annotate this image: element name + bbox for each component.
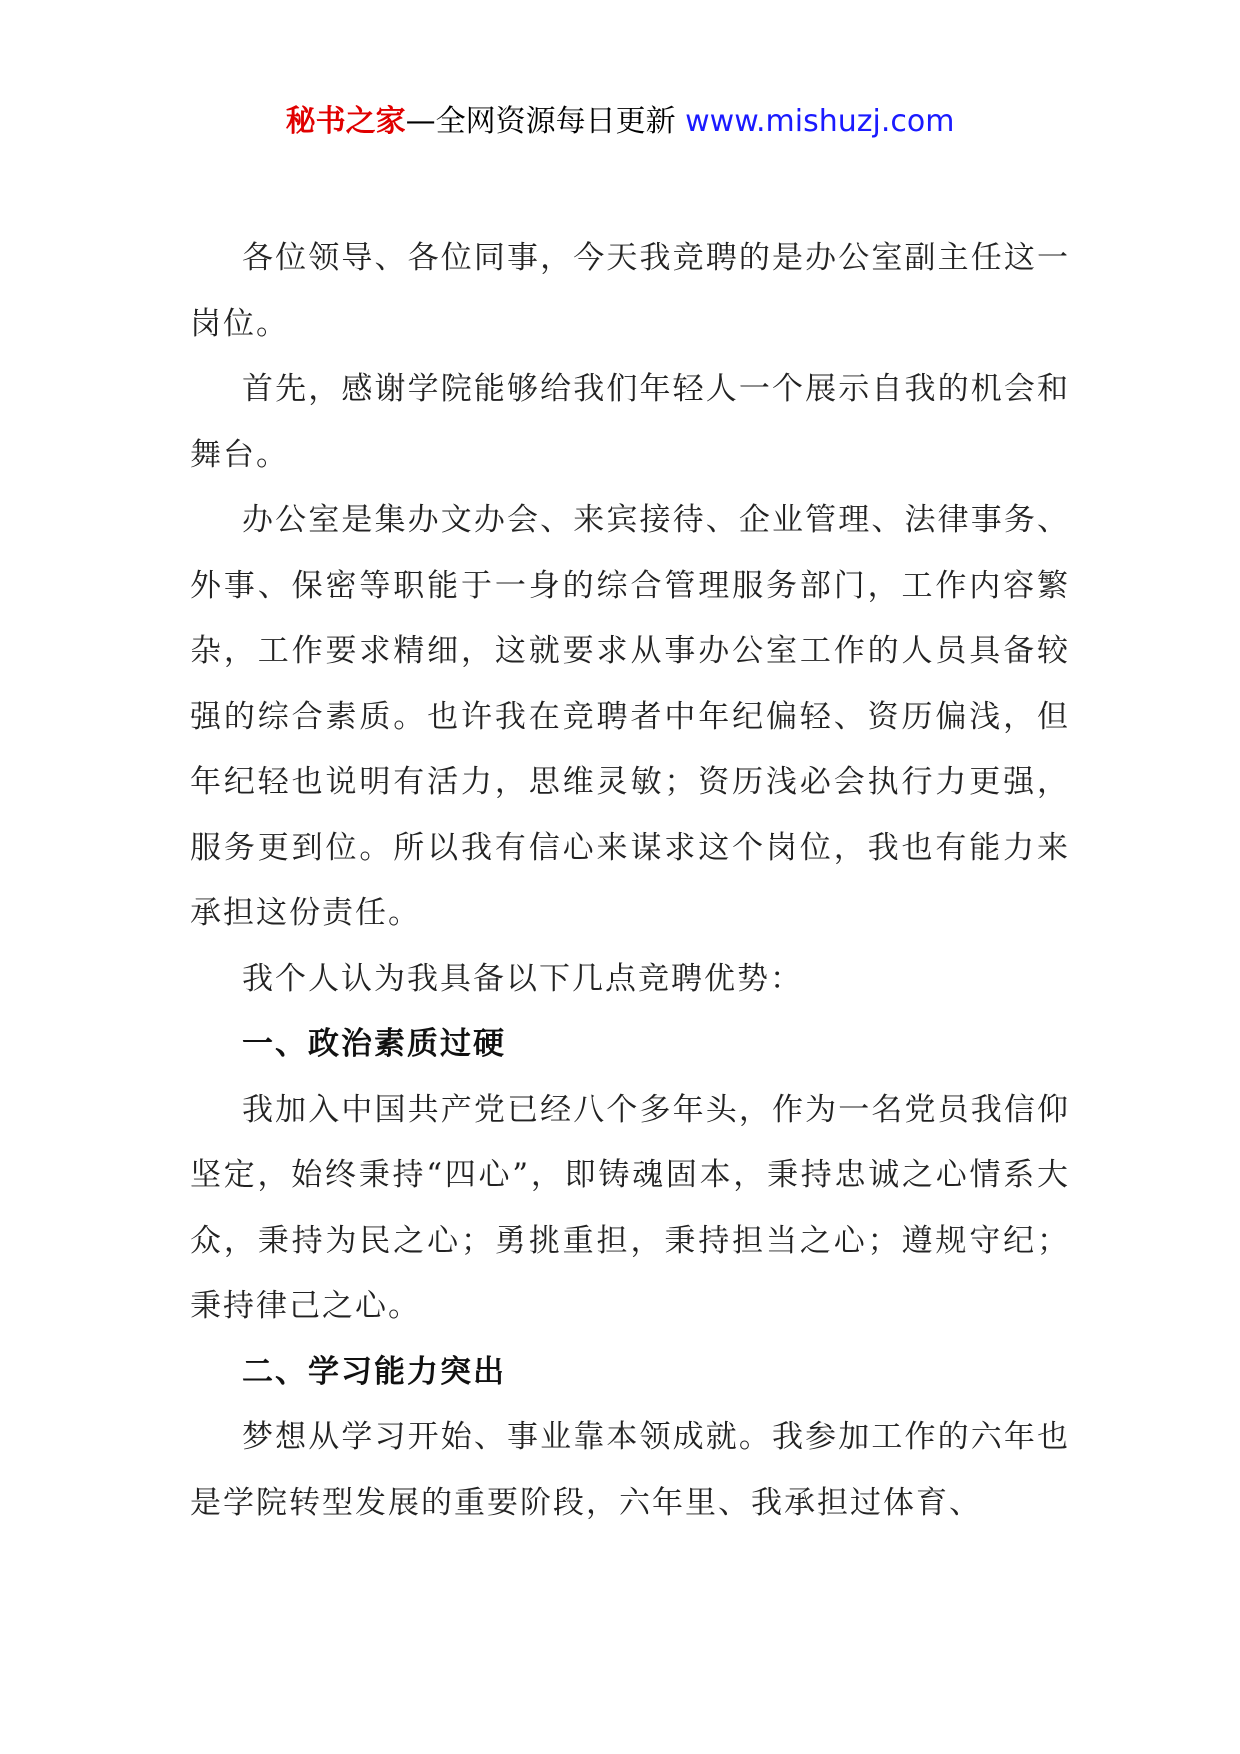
page-header <box>0 100 1240 144</box>
header-tagline: —全网资源每日更新 <box>405 104 686 139</box>
website-link[interactable]: www.mishuzj.com <box>685 104 955 139</box>
document-body <box>190 226 1070 1536</box>
paragraph-office-description: 办公室是集办文办会、来宾接待、企业管理、法律事务、外事、保密等职能于一身的综合管理服务部门，工作内容繁杂，工作要求精细，这就要求从事办公室工作的人员具备较强的综合素质。也许我在竞聘者中年纪偏轻、资历偏浅，但年纪轻也说明有活力，思维灵敏；资历浅必会执行力更强，服务更到位。所以我有信心来谋求这个岗位，我也有能力来承担这份责任。 <box>190 502 1070 931</box>
paragraph-learning: 梦想从学习开始、事业靠本领成就。我参加工作的六年也是学院转型发展的重要阶段，六年里、我承担过体育、 <box>190 1419 1070 1521</box>
paragraph-political: 我加入中国共产党已经八个多年头，作为一名党员我信仰坚定，始终秉持“四心”，即铸魂固本，秉持忠诚之心情系大众，秉持为民之心；勇挑重担，秉持担当之心；遵规守纪；秉持律己之心。 <box>190 1091 1070 1324</box>
paragraph-advantages-intro: 我个人认为我具备以下几点竞聘优势： <box>242 960 803 997</box>
section-heading-learning: 二、学习能力突出 <box>242 1353 506 1390</box>
paragraph-greeting: 各位领导、各位同事，今天我竞聘的是办公室副主任这一岗位。 <box>190 240 1070 342</box>
brand-name: 秘书之家 <box>285 104 406 139</box>
paragraph-thanks: 首先，感谢学院能够给我们年轻人一个展示自我的机会和舞台。 <box>190 371 1070 473</box>
section-heading-political: 一、政治素质过硬 <box>242 1026 506 1062</box>
